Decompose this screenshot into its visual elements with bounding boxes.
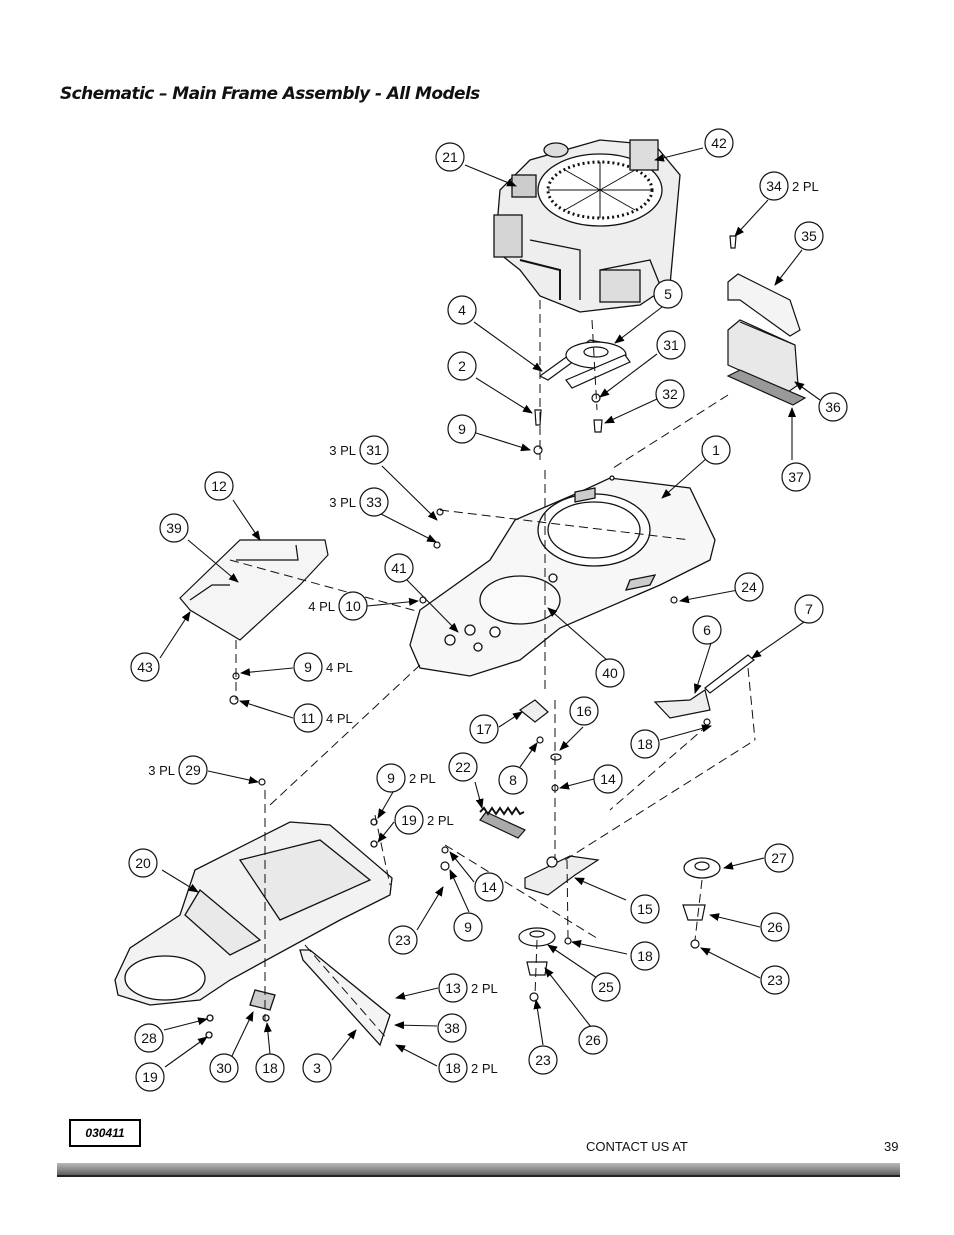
callout-2: [448, 352, 476, 380]
callout-number: 31: [663, 337, 679, 353]
callout-14: [594, 765, 622, 793]
callout-11: [294, 704, 353, 732]
callout-number: 14: [600, 771, 616, 787]
main-frame-drawing: [410, 476, 715, 676]
footer-rule: [57, 1163, 900, 1175]
callout-number: 36: [825, 399, 841, 415]
callout-quantity: 2 PL: [427, 813, 454, 828]
document-code: 030411: [69, 1119, 141, 1147]
callout-number: 39: [166, 520, 182, 536]
callout-26: [579, 1026, 607, 1054]
callout-number: 35: [801, 228, 817, 244]
callout-number: 3: [313, 1060, 321, 1076]
callout-10: [308, 592, 367, 620]
callout-21: [436, 143, 464, 171]
page-title: Schematic – Main Frame Assembly - All Models: [60, 84, 480, 104]
callout-number: 26: [585, 1032, 601, 1048]
callout-35: [795, 222, 823, 250]
callout-33: [329, 488, 388, 516]
callout-quantity: 4 PL: [326, 711, 353, 726]
callout-4: [448, 296, 476, 324]
callout-number: 18: [445, 1060, 461, 1076]
callout-number: 9: [464, 919, 472, 935]
callout-23: [529, 1046, 557, 1074]
callout-37: [782, 463, 810, 491]
callout-quantity: 3 PL: [329, 443, 356, 458]
callout-number: 21: [442, 149, 458, 165]
callout-number: 10: [345, 598, 361, 614]
callout-number: 23: [535, 1052, 551, 1068]
callout-19: [136, 1063, 164, 1091]
callout-number: 38: [444, 1020, 460, 1036]
callout-number: 16: [576, 703, 592, 719]
callout-18: [631, 942, 659, 970]
callout-number: 27: [771, 850, 787, 866]
callout-number: 13: [445, 980, 461, 996]
callout-9: [377, 764, 436, 792]
callout-14: [475, 873, 503, 901]
callout-28: [135, 1024, 163, 1052]
contact-text: CONTACT US AT: [586, 1139, 688, 1154]
callout-number: 24: [741, 579, 757, 595]
callout-19: [395, 806, 454, 834]
callout-number: 23: [395, 932, 411, 948]
callout-quantity: 2 PL: [409, 771, 436, 786]
callout-number: 43: [137, 659, 153, 675]
callout-number: 9: [458, 421, 466, 437]
callout-43: [131, 653, 159, 681]
callout-8: [499, 766, 527, 794]
callout-quantity: 2 PL: [471, 1061, 498, 1076]
callout-9: [454, 913, 482, 941]
callout-number: 28: [141, 1030, 157, 1046]
callout-number: 26: [767, 919, 783, 935]
callout-number: 33: [366, 494, 382, 510]
callout-number: 8: [509, 772, 517, 788]
callout-number: 7: [805, 601, 813, 617]
callout-31: [329, 436, 388, 464]
callout-7: [795, 595, 823, 623]
callout-3: [303, 1054, 331, 1082]
callout-18: [631, 730, 659, 758]
callout-number: 22: [455, 759, 471, 775]
callout-number: 32: [662, 386, 678, 402]
footer-rule-line: [57, 1175, 900, 1177]
callout-40: [596, 659, 624, 687]
callout-quantity: 4 PL: [308, 599, 335, 614]
callout-18: [439, 1054, 498, 1082]
callout-34: [760, 172, 819, 200]
callout-number: 23: [767, 972, 783, 988]
callout-42: [705, 129, 733, 157]
callout-number: 9: [387, 770, 395, 786]
callout-12: [205, 472, 233, 500]
callout-25: [592, 973, 620, 1001]
callout-17: [470, 715, 498, 743]
callout-number: 18: [262, 1060, 278, 1076]
callout-16: [570, 697, 598, 725]
callout-quantity: 4 PL: [326, 660, 353, 675]
callout-number: 18: [637, 948, 653, 964]
engine-drawing: [494, 140, 680, 312]
callout-number: 5: [664, 286, 672, 302]
callout-9: [448, 415, 476, 443]
callout-number: 2: [458, 358, 466, 374]
callout-quantity: 2 PL: [471, 981, 498, 996]
callout-number: 9: [304, 659, 312, 675]
callout-number: 4: [458, 302, 466, 318]
callout-number: 12: [211, 478, 227, 494]
callout-29: [148, 756, 207, 784]
callout-number: 1: [712, 442, 720, 458]
callout-27: [765, 844, 793, 872]
callout-number: 41: [391, 560, 407, 576]
callout-26: [761, 913, 789, 941]
callout-23: [389, 926, 417, 954]
callout-number: 17: [476, 721, 492, 737]
callout-32: [656, 380, 684, 408]
callout-number: 37: [788, 469, 804, 485]
callout-22: [449, 753, 477, 781]
callout-31: [657, 331, 685, 359]
callout-number: 6: [703, 622, 711, 638]
callout-20: [129, 849, 157, 877]
callout-6: [693, 616, 721, 644]
callout-41: [385, 554, 413, 582]
callout-number: 15: [637, 901, 653, 917]
callout-number: 40: [602, 665, 618, 681]
callout-number: 20: [135, 855, 151, 871]
callout-number: 18: [637, 736, 653, 752]
callout-number: 34: [766, 178, 782, 194]
callout-9: [294, 653, 353, 681]
callout-number: 42: [711, 135, 727, 151]
callout-39: [160, 514, 188, 542]
callout-30: [210, 1054, 238, 1082]
callout-36: [819, 393, 847, 421]
lower-frame-drawing: [115, 819, 392, 1045]
callout-18: [256, 1054, 284, 1082]
callout-quantity: 3 PL: [148, 763, 175, 778]
callout-number: 29: [185, 762, 201, 778]
callout-number: 30: [216, 1060, 232, 1076]
callout-13: [439, 974, 498, 1002]
callout-1: [702, 436, 730, 464]
page-number: 39: [884, 1139, 899, 1154]
callout-number: 11: [300, 710, 316, 726]
callout-number: 14: [481, 879, 497, 895]
callout-number: 19: [142, 1069, 158, 1085]
callout-15: [631, 895, 659, 923]
callout-quantity: 3 PL: [329, 495, 356, 510]
callout-38: [438, 1014, 466, 1042]
callout-23: [761, 966, 789, 994]
belt-and-pulley-drawing: [534, 340, 630, 454]
callout-quantity: 2 PL: [792, 179, 819, 194]
callout-number: 31: [366, 442, 382, 458]
callout-24: [735, 573, 763, 601]
callout-number: 25: [598, 979, 614, 995]
callout-5: [654, 280, 682, 308]
callout-number: 19: [401, 812, 417, 828]
spring-drawing: [480, 808, 524, 814]
